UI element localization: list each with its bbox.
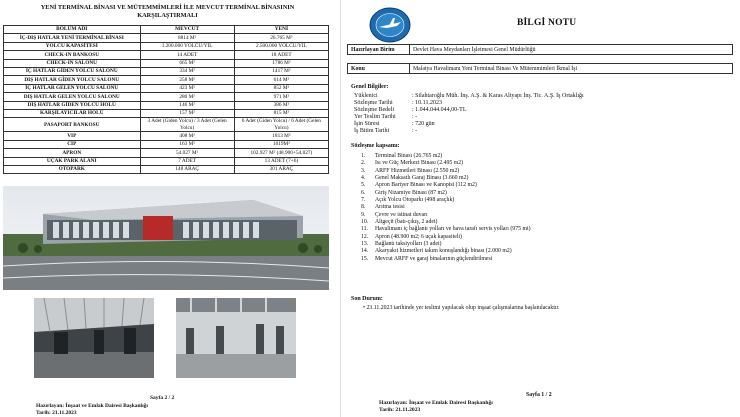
list-text: Arıtma tesisi (375, 204, 405, 211)
list-number: 11. (361, 226, 369, 233)
table-cell: APRON (4, 149, 141, 157)
table-row (4, 42, 329, 50)
table-cell: İÇ HATLAR GELEN YOLCU SALONU (4, 84, 141, 92)
terminal-exterior-render (3, 186, 329, 290)
table-row (4, 132, 329, 140)
table-cell: 146 M² (140, 101, 234, 109)
table-row (4, 109, 329, 117)
table-cell: 13 ADET (7+6) (234, 157, 328, 165)
table-cell: DIŞ HATLAR GİDEN YOLCU HOLÜ (4, 101, 141, 109)
info-key: İşin Süresi (354, 120, 380, 127)
table-cell: 423 M² (140, 84, 234, 92)
table-row (4, 34, 329, 42)
page-1-info-note (340, 0, 740, 417)
list-number: 10. (361, 219, 369, 226)
table-cell: YOLCU KAPASİTESİ (4, 42, 141, 50)
list-text: Genel Maksatlı Garaj Binası (3.660 m2) (375, 175, 469, 182)
scope-list (361, 153, 531, 263)
info-row (354, 100, 584, 107)
table-cell: 408 M² (140, 132, 234, 140)
list-number: 8. (361, 204, 366, 211)
table-cell: 1813 M² (234, 132, 328, 140)
list-text: Mevcut ARFF ve garaj binalarının güçlendirilmesi (375, 255, 493, 262)
list-number: 6. (361, 189, 366, 196)
table-cell: 971 M² (234, 93, 328, 101)
info-value: : Silahtaroğlu Müh. İnş. A.Ş. & Karas Altyapı İnş. Tic. A.Ş. İş Ortaklığı (412, 93, 584, 99)
table-row (4, 93, 329, 101)
info-value: : - (412, 113, 418, 120)
list-text: Bağlantı taksiyolları (3 adet) (375, 241, 442, 248)
list-number: 4. (361, 175, 366, 182)
list-text: ARFF Hizmetleri Binası (2.550 m2) (375, 167, 460, 174)
list-number: 1. (361, 153, 366, 159)
list-item (361, 168, 531, 175)
column-header: YENİ (234, 26, 328, 34)
table-cell: OTOPARK (4, 166, 141, 174)
table-cell: 102.927 M² (48.900+54.027) (234, 149, 328, 157)
table-cell: 3 Adet (Giden Yolcu) / 3 Adet (Gelen Yolcu) (140, 118, 234, 132)
list-text: Giriş Nizamiye Binası (87 m2) (375, 189, 447, 196)
table-cell: 852 M² (234, 84, 328, 92)
info-key: Sözleşme Bedeli (354, 106, 395, 113)
table-row (4, 149, 329, 157)
table-row (4, 140, 329, 148)
table-row (4, 157, 329, 165)
table-cell: 280 M² (140, 93, 234, 101)
table-cell: 2.500.000 YOLCU/YIL (234, 42, 328, 50)
list-text: Apron Bariyer Binası ve Kanopisi (112 m2) (375, 182, 477, 189)
table-cell: DIŞ HATLAR GİDEN YOLCU SALONU (4, 76, 141, 84)
info-row (354, 114, 584, 121)
list-number: 14. (361, 248, 369, 255)
comparison-table (3, 25, 329, 174)
list-item (361, 160, 531, 167)
info-value: : - (412, 127, 418, 134)
meta-key: Hazırlayan Birim (351, 46, 395, 53)
table-cell: KARŞILAYICILAR HOLÜ (4, 109, 141, 117)
info-row (354, 93, 584, 100)
column-header: BÖLÜM ADI (4, 26, 141, 34)
info-value: : 720 gün (412, 120, 435, 127)
list-text: Çevre ve istinat duvarı (375, 211, 428, 218)
table-cell: 157 M² (140, 109, 234, 117)
list-number: 13. (361, 241, 369, 248)
table-cell: 26.765 M² (234, 34, 328, 42)
info-row (354, 121, 584, 128)
table-cell: 7 ADET (140, 157, 234, 165)
table-cell: 815 M² (234, 109, 328, 117)
table-cell: 6 Adet (Giden Yolcu) / 6 Adet (Gelen Yolcu) (234, 118, 328, 132)
meta-row (347, 44, 733, 55)
terminal-interior-render-2 (176, 298, 296, 378)
page-number: Sayfa 2 / 2 (150, 395, 175, 401)
footer: Hazırlayan: İnşaat ve Emlak Dairesi Başkanlığı Tarih: 21.11.2023 (379, 400, 493, 413)
meta-value: Devlet Hava Meydanları İşletmesi Genel Müdürlüğü (409, 45, 732, 54)
doc-title: BİLGİ NOTU (517, 18, 577, 28)
meta-row (347, 63, 733, 74)
scope-heading: Sözleşme kapsamı: (351, 143, 400, 149)
page-number: Sayfa 1 / 2 (526, 392, 552, 398)
table-row (4, 101, 329, 109)
list-item (361, 204, 531, 211)
table-cell: 1.200.000 YOLCU/YIL (140, 42, 234, 50)
meta-value: Malatya Havalimanı Yeni Terminal Binası Ve Mütemmimleri İkmal İşi (409, 64, 732, 73)
info-key: Yüklenici (354, 93, 378, 99)
table-cell: 258 M² (140, 76, 234, 84)
footer: Hazırlayan: İnşaat ve Emlak Dairesi Başkanlığı Tarih: 21.11.2023 (36, 403, 148, 416)
list-text: Terminal Binası (26.765 m2) (375, 153, 443, 159)
list-number: 2. (361, 160, 366, 167)
info-key: Yer Teslim Tarihi (354, 113, 396, 120)
table-row (4, 67, 329, 75)
list-item (361, 212, 531, 219)
table-cell: 665 M² (140, 59, 234, 67)
status-item: • 23.11.2023 tarihinde yer teslimi yapılacak olup inşaat çalışmalarına başlanılacaktır. (363, 305, 560, 311)
info-row (354, 128, 584, 135)
table-cell: 1019M² (234, 140, 328, 148)
list-item (361, 190, 531, 197)
list-text: Altgeçit (batı-çıkış, 2 adet) (375, 219, 438, 226)
table-cell: 14 ADET (140, 51, 234, 59)
list-text: Akaryakıt hizmetleri takım konuşlandığı binası (2.000 m2) (375, 248, 512, 255)
table-cell: 163 M² (140, 140, 234, 148)
list-item (361, 248, 531, 255)
general-info (354, 93, 584, 134)
table-row (4, 76, 329, 84)
table-cell: 334 M² (140, 67, 234, 75)
list-item (361, 182, 531, 189)
page-2-comparison (0, 0, 335, 417)
table-cell: 8814 M² (140, 34, 234, 42)
list-number: 5. (361, 182, 366, 189)
table-cell: 54.027 M² (140, 149, 234, 157)
list-text: Apron (48.900 m2; 6 uçak kapasiteli) (375, 233, 462, 240)
column-header: MEVCUT (140, 26, 234, 34)
info-value: : 1.044.044.044,00-TL (412, 106, 467, 113)
table-cell: CHECK-IN BANKOSU (4, 51, 141, 59)
terminal-interior-render-1 (34, 298, 154, 378)
table-cell: VIP (4, 132, 141, 140)
comparison-title: YENİ TERMİNAL BİNASI VE MÜTEMMİMLERİ İLE MEVCUT TERMİNAL BİNASININ KARŞILAŞTIRMALI (40, 4, 295, 19)
list-number: 9. (361, 211, 366, 218)
table-row (4, 59, 329, 67)
table-cell: İÇ-DIŞ HATLAR YENİ TERMİNAL BİNASI (4, 34, 141, 42)
info-row (354, 107, 584, 114)
table-row (4, 118, 329, 132)
list-item (361, 256, 531, 263)
table-cell: 1417 M² (234, 67, 328, 75)
info-value: : 10.11.2023 (412, 99, 442, 106)
table-cell: PASAPORT BANKOSU (4, 118, 141, 132)
table-cell: 148 ARAÇ (140, 166, 234, 174)
dhmi-emblem-icon (367, 6, 413, 44)
table-cell: DIŞ HATLAR GELEN YOLCU SALONU (4, 93, 141, 101)
status-heading: Son Durum: (351, 296, 383, 302)
table-cell: CHECK-IN SALONU (4, 59, 141, 67)
table-row (4, 166, 329, 174)
list-item (361, 226, 531, 233)
table-cell: CIP (4, 140, 141, 148)
table-row (4, 51, 329, 59)
table-header-row (4, 26, 329, 34)
table-cell: 18 ADET (234, 51, 328, 59)
list-text: Isı ve Güç Merkezi Binası (2.495 m2) (375, 160, 464, 167)
list-number: 3. (361, 167, 366, 174)
list-number: 15. (361, 255, 369, 262)
info-key: Sözleşme Tarihi (354, 99, 393, 106)
list-item (361, 197, 531, 204)
table-cell: 301 ARAÇ (234, 166, 328, 174)
table-row (4, 84, 329, 92)
list-number: 12. (361, 233, 369, 240)
list-text: Havalimanı iç bağlantı yolları ve hava tarafı servis yolları (975 mt) (375, 226, 531, 233)
meta-key: Konu (351, 65, 365, 72)
table-cell: 614 M² (234, 76, 328, 84)
table-cell: İÇ HATLAR GİDEN YOLCU SALONU (4, 67, 141, 75)
table-cell: 1786 M² (234, 59, 328, 67)
list-text: Açık Yolcu Otoparkı (498 araçlık) (375, 197, 455, 204)
general-heading: Genel Bilgiler: (351, 84, 389, 90)
table-cell: 386 M² (234, 101, 328, 109)
list-number: 7. (361, 197, 366, 204)
info-key: İş Bitim Tarihi (354, 127, 390, 134)
table-cell: UÇAK PARK ALANI (4, 157, 141, 165)
